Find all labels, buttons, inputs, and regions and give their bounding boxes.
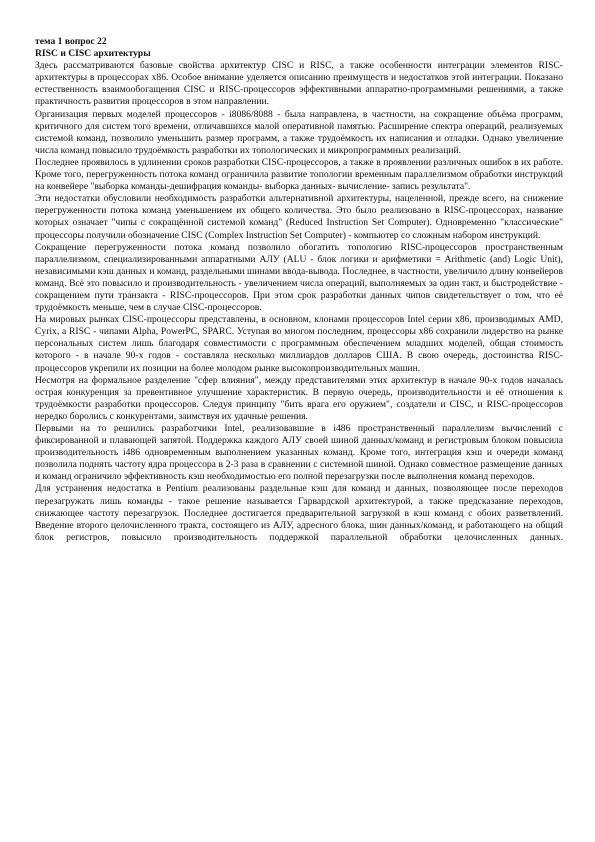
paragraph-early-processors: Организация первых моделей процессоров - i8086/8088 - была направлена, в частности, на сокращение объёма программ, критичного для систем того времени, отличавшихся малой оперативной памятью. Расширение спектра операций, реализуемых системой команд, позволило уменьшить размер программ, а также трудоёмкость их написания и отладки. Однако увеличение числа команд повысило трудоёмкость разработки их топологических и микропрограммных реализаций. bbox=[35, 108, 563, 156]
paragraph-intro: Здесь рассматриваются базовые свойства архитектур CISC и RISC, а также особенности интеграции элементов RISC-архитектуры в процессорах x86. Особое внимание уделяется описанию преимуществ и недостатков этой интеграции. Показано естественность взаимообогащения CISC и RISC-процессоров эффективными аппаратно-программными решениями, а также практичность развития процессоров в этом направлении. bbox=[35, 60, 563, 108]
paragraph-risc-topology: Сокращение перегруженности потока команд позволило обогатить топологию RISC-процессоров пространственным параллелизмом, специализированными аппаратными АЛУ (ALU - блок логики и арифметики = Arithmetic (and) Logic Unit), независимыми кэш данных и команд, раздельными шинами ввода-вывода. Последнее, в частности, увеличило длину конвейеров команд. Всё это повысило и производительность - увеличением числа операций, выполняемых за один такт, и быстродействие - сокращением пути транзакта - RISC-процессоров. При этом срок разработки данных чипов свидетельствует о том, что её трудоёмкость меньше, чем в случае CISC-процессоров. bbox=[35, 241, 563, 314]
paragraph-pentium: Для устранения недостатка в Pentium реализованы раздельные кэш для команд и данных, позволяющее после переходов перезагружать лишь команды - такое решение называется Гарвардской архитектурой, а также предсказание переходов, снижающее частоту перезагрузок. Последнее достигается предварительной загрузкой в кэш команд с обоих разветвлений. Введение второго целочисленного тракта, состоящего из АЛУ, адресного блока, шин данных/команд, и работающего на общий блок регистров, повысило производительность поддержкой параллельной обработки целочисленных данных. bbox=[35, 483, 563, 543]
paragraph-competition: Несмотря на формальное разделение "сфер влияния", между представителями этих архитектур в начале 90-х годов началась острая конкуренция за превентивное улучшение характеристик. В первую очередь, производительности и её отношения к трудоёмкости разработки процессоров. Следуя принципу "бить врага его оружием", создатели и CISC, и RISC-процессоров нередко боролись с конкурентами, заимствуя их удачные решения. bbox=[35, 374, 563, 422]
paragraph-risc-origin: Эти недостатки обусловили необходимость разработки альтернативной архитектуры, нацеленной, прежде всего, на снижение перегруженности потока команд уменьшением их общего количества. Это было реализовано в RISC-процессорах, название которых означает "чипы с сокращённой системой команд" (Reduced Instruction Set Computer). Одновременно "классические" процессоры получили обозначение CISC (Complex Instruction Set Computer) - компьютер со сложным набором инструкций. bbox=[35, 193, 563, 241]
paragraph-market: На мировых рынках CISC-процессоры представлены, в основном, клонами процессоров Intel серии x86, производимых AMD, Cyrix, а RISC - чипами Alpha, PowerPC, SPARC. Уступая во многом последним, процессоры x86 сохранили лидерство на рынке персональных систем лишь благодаря совместимости с программным обеспечением младших моделей, общая стоимость которого - в начале 90-х годов - составляла несколько миллиардов долларов США. В свою очередь, достоинства RISC-процессоров укрепили их позиции на более молодом рынке высокопроизводительных машин. bbox=[35, 314, 563, 374]
paragraph-cisc-drawbacks: Последнее проявилось в удлинении сроков разработки CISC-процессоров, а также в проявлении различных ошибок в их работе. Кроме того, перегруженность потока команд ограничила развитие топологии временным параллелизмом обработки инструкций на конвейере "выборка команды-дешифрация команды- выборка данных- вычисление- запись результата". bbox=[35, 156, 563, 193]
paragraph-i486: Первыми на то решились разработчики Intel, реализовавшие в i486 пространственный параллелизм вычислений с фиксированной и плавающей запятой. Поддержка каждого АЛУ своей шиной данных/команд и регистровым блоком повысила производительность i486 одновременным выполнением указанных команд. Кроме того, интеграция кэш и очереди команд позволила поднять частоту ядра процессора в 2-3 раза в сравнении с системной шиной. Однако совместное размещение данных и команд ограничило эффективность кэш необходимостью его полной перезагрузки после выполнения команд переходов. bbox=[35, 423, 563, 483]
topic-heading: тема 1 вопрос 22 bbox=[35, 36, 107, 47]
document-page bbox=[35, 36, 563, 544]
document-title: RISC и CISC архитектуры bbox=[35, 48, 151, 60]
